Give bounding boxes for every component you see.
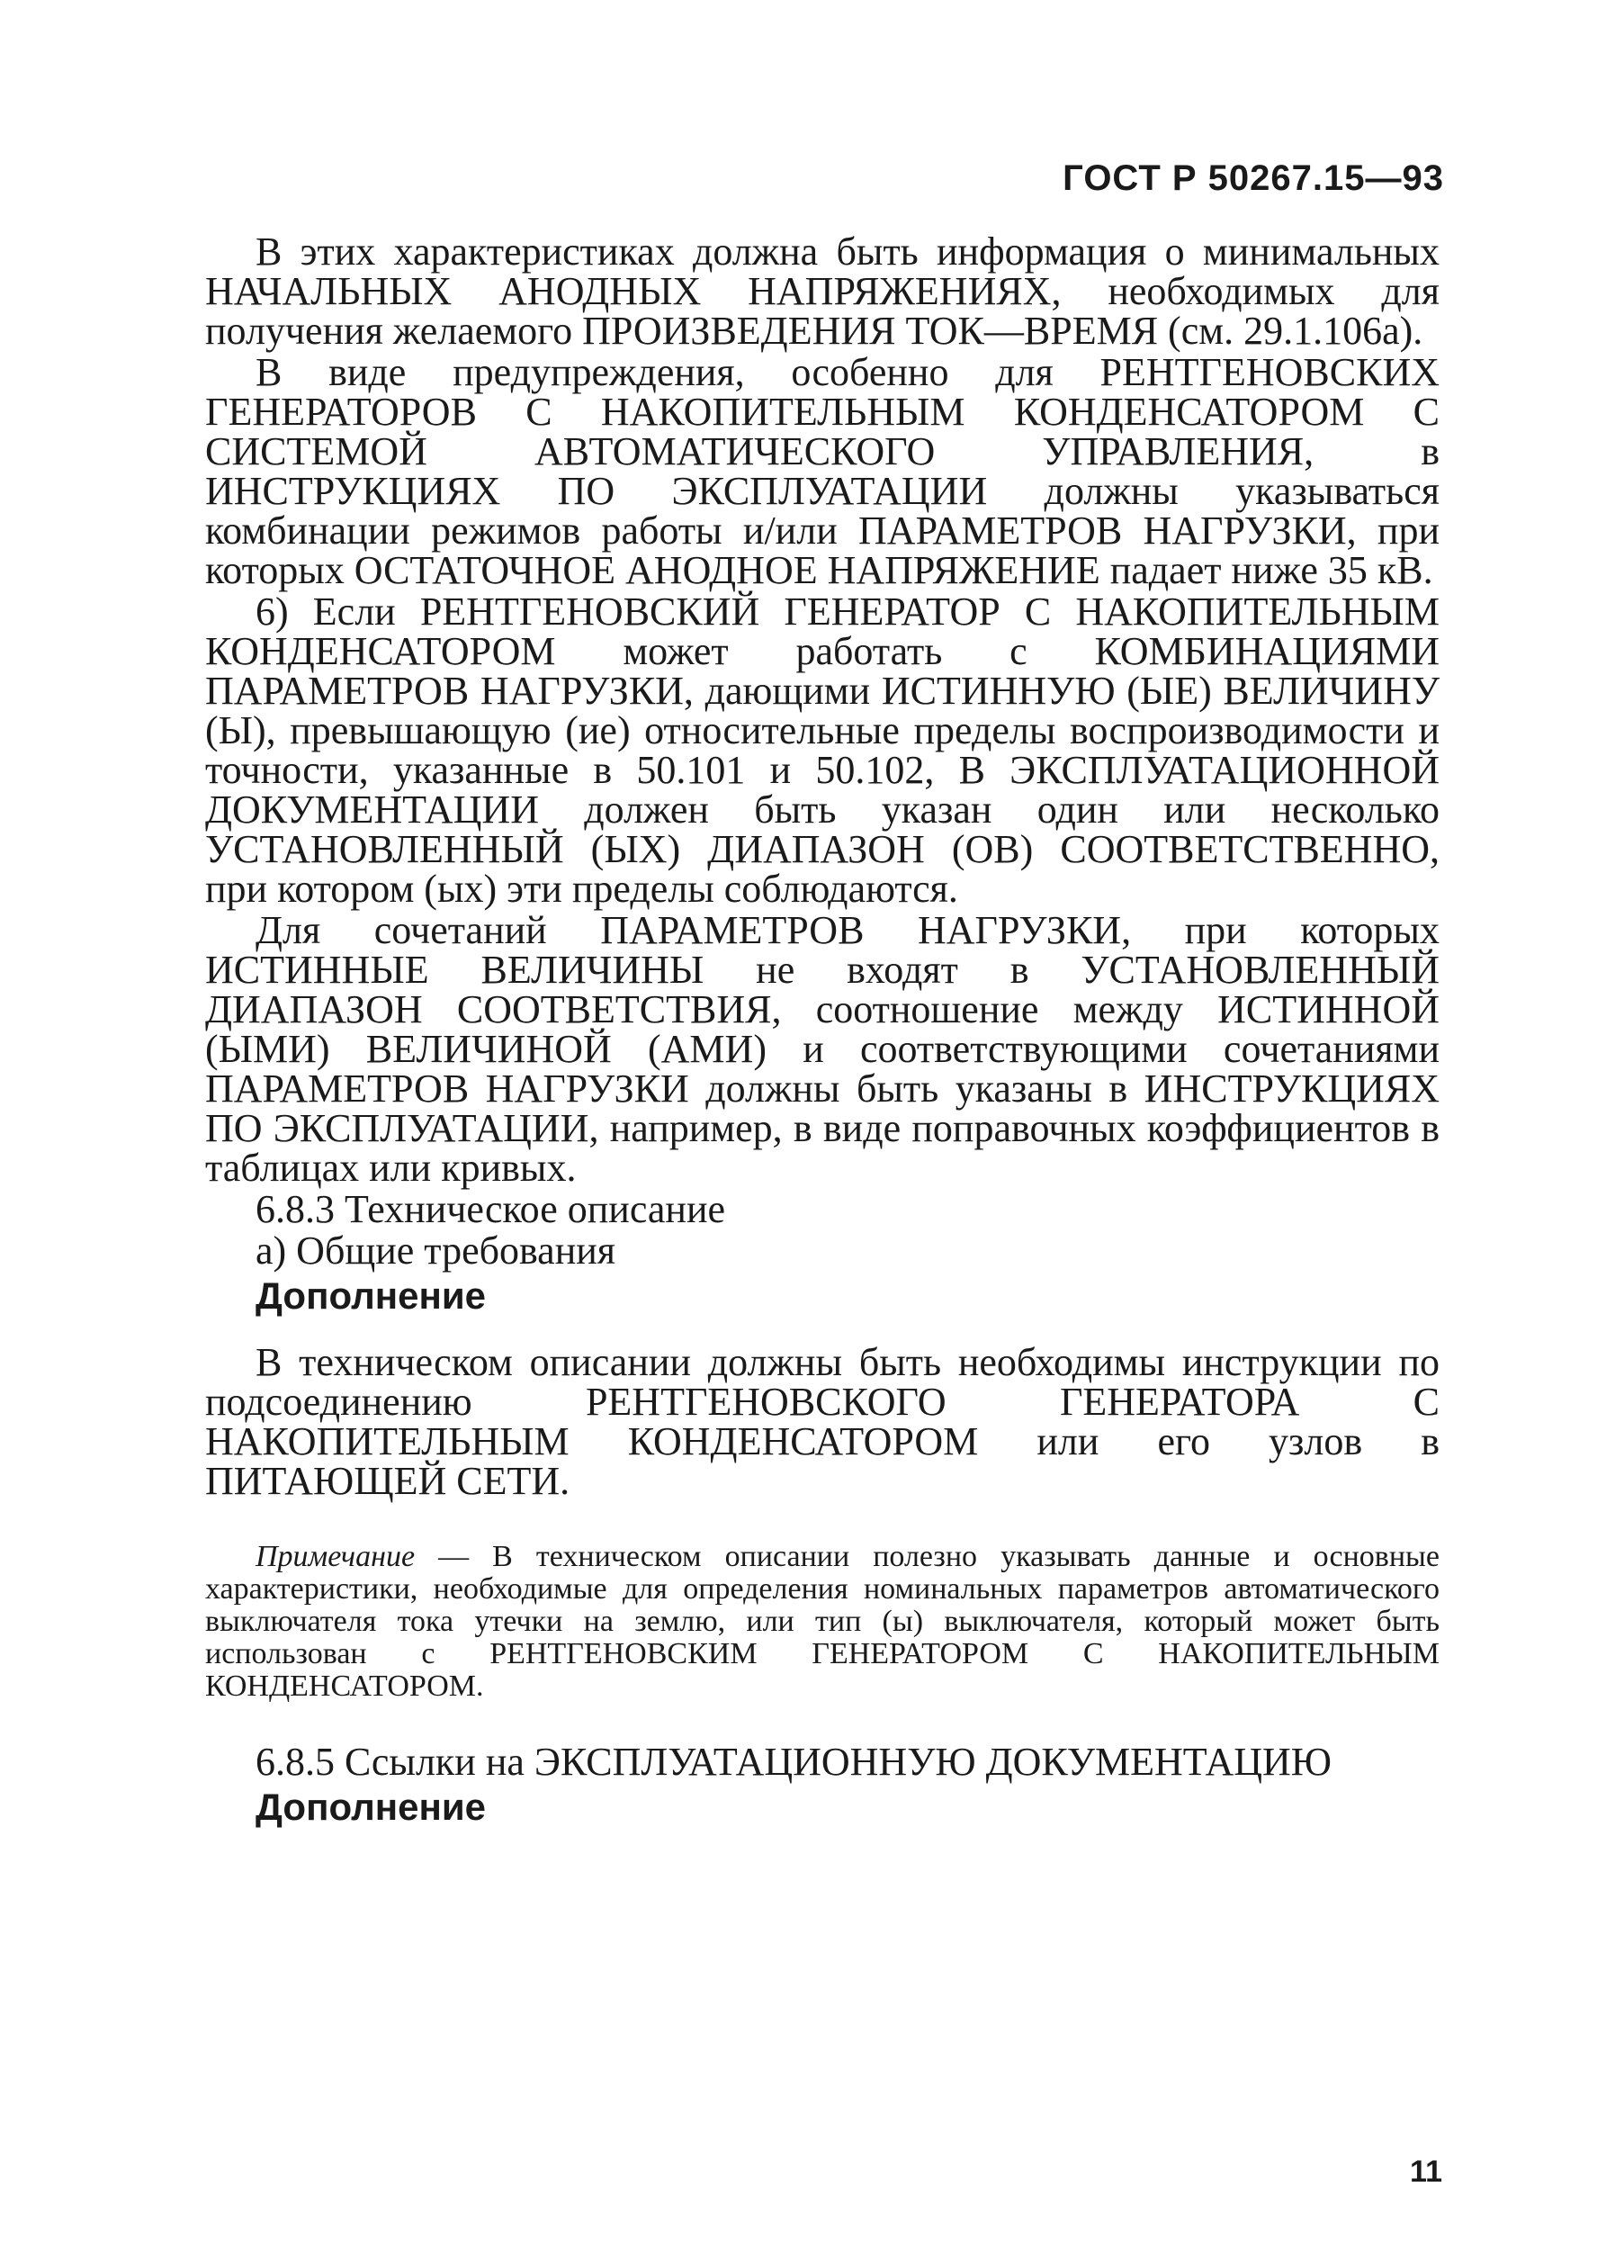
section-6-8-3-title: 6.8.3 Техническое описание <box>256 1187 726 1231</box>
paragraph-load-parameters: Для сочетаний ПАРАМЕТРОВ НАГРУЗКИ, при которых ИСТИННЫЕ ВЕЛИЧИНЫ не входят в УСТАНОВЛЕННЫЙ ДИАПАЗОН СООТВЕТСТВИЯ, соотношение между ИСТИННОЙ (ЫМИ) ВЕЛИЧИНОЙ (АМИ) и соответствующими сочетаниями ПАРАМЕТРОВ НАГРУЗКИ должны быть указаны в ИНСТРУКЦИЯХ ПО ЭКСПЛУАТАЦИИ, например, в виде поправочных коэффициентов в таблицах или кривых. <box>205 908 1440 1190</box>
document-code-header: ГОСТ Р 50267.15—93 <box>1063 158 1444 198</box>
subsection-a-title: а) Общие требования <box>256 1228 616 1273</box>
addition-heading-2: Дополнение <box>256 1786 487 1828</box>
section-6-8-5-title: 6.8.5 Ссылки на ЭКСПЛУАТАЦИОННУЮ ДОКУМЕНТАЦИЮ <box>256 1740 1332 1784</box>
note-text: — В техническом описании полезно указывать данные и основные характеристики, необходимые для определения номинальных параметров автоматического выключателя тока утечки на землю, или тип (ы) выключателя, который может быть использован с РЕНТГЕНОВСКИМ ГЕНЕРАТОРОМ С НАКОПИТЕЛЬНЫМ КОНДЕНСАТОРОМ. <box>205 1540 1440 1703</box>
paragraph-warning: В виде предупреждения, особенно для РЕНТГЕНОВСКИХ ГЕНЕРАТОРОВ С НАКОПИТЕЛЬНЫМ КОНДЕНСАТОРОМ С СИСТЕМОЙ АВТОМАТИЧЕСКОГО УПРАВЛЕНИЯ, в ИНСТРУКЦИЯХ ПО ЭКСПЛУАТАЦИИ должны указываться комбинации режимов работы и/или ПАРАМЕТРОВ НАГРУЗКИ, при которых ОСТАТОЧНОЕ АНОДНОЕ НАПРЯЖЕНИЕ падает ниже 35 кВ. <box>205 350 1440 592</box>
addition-heading-1: Дополнение <box>256 1274 487 1317</box>
page-number: 11 <box>1410 2155 1442 2189</box>
paragraph-min-voltage: В этих характеристиках должна быть информация о минимальных НАЧАЛЬНЫХ АНОДНЫХ НАПРЯЖЕНИЯХ, необходимых для получения желаемого ПРОИЗВЕДЕНИЯ ТОК—ВРЕМЯ (см. 29.1.106а). <box>205 230 1440 353</box>
paragraph-item-6: 6) Если РЕНТГЕНОВСКИЙ ГЕНЕРАТОР С НАКОПИТЕЛЬНЫМ КОНДЕНСАТОРОМ может работать с КОМБИНАЦИЯМИ ПАРАМЕТРОВ НАГРУЗКИ, дающими ИСТИННУЮ (ЫЕ) ВЕЛИЧИНУ (Ы), превышающую (ие) относительные пределы воспроизводимости и точности, указанные в 50.101 и 50.102, В ЭКСПЛУАТАЦИОННОЙ ДОКУМЕНТАЦИИ должен быть указан один или несколько УСТАНОВЛЕННЫЙ (ЫХ) ДИАПАЗОН (ОВ) СООТВЕТСТВЕННО, при котором (ых) эти пределы соблюдаются. <box>205 590 1440 911</box>
document-body <box>205 232 1440 1832</box>
paragraph-tech-description: В техническом описании должны быть необходимы инструкции по подсоединению РЕНТГЕНОВСКОГО ГЕНЕРАТОРА С НАКОПИТЕЛЬНЫМ КОНДЕНСАТОРОМ или его узлов в ПИТАЮЩЕЙ СЕТИ. <box>205 1340 1440 1503</box>
note-label: Примечание <box>256 1540 416 1573</box>
note-paragraph <box>205 1541 1440 1703</box>
